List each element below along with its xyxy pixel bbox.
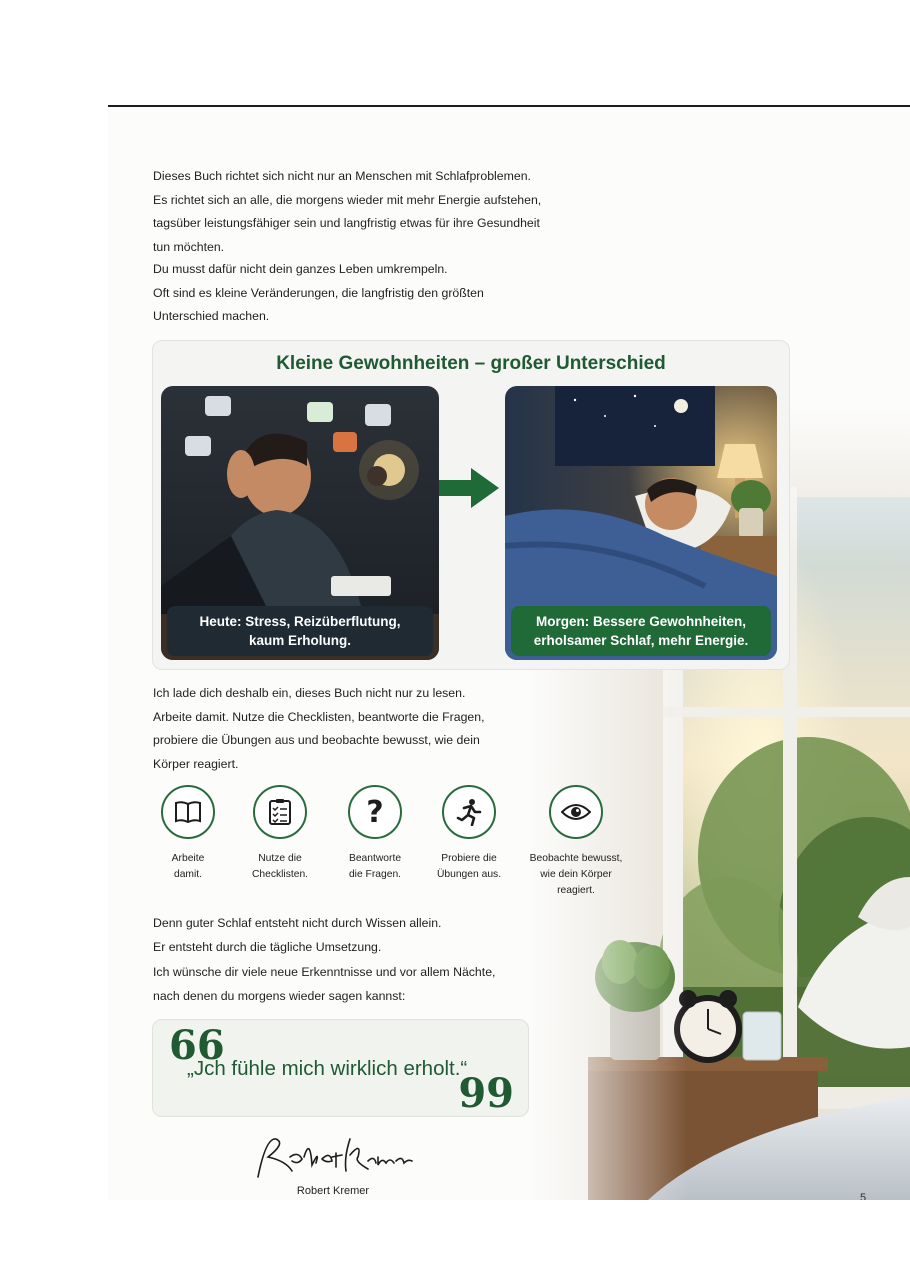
action-exercises: Probiere die Übungen aus. [419,785,519,883]
question-icon: ? [348,785,402,839]
action-read: Arbeite damit. [138,785,238,883]
checklist-icon [253,785,307,839]
action-questions: ? Beantworte die Fragen. [325,785,425,883]
book-page [108,107,910,1200]
quote-close-mark: 99 [458,1070,514,1117]
left-caption: Heute: Stress, Reizüberflutung, kaum Erholung. [167,606,433,656]
intro-paragraph-1: Dieses Buch richtet sich nicht nur an Menschen mit Schlafproblemen. Es richtet sich an alle, die morgens wieder mit mehr Energie aufstehen, tagsüber leistungsfähiger sein und langfristig etwas für ihre Gesundheit tun möchten. [153,169,542,254]
stress-illustration [161,386,439,660]
quote-text: „Jch fühle mich wirklich erholt.“ [187,1057,468,1080]
page-number: 5 [860,1192,867,1200]
closing-paragraph-1: Denn guter Schlaf entsteht nicht durch Wissen allein. Er entsteht durch die tägliche Umsetzung. [153,916,442,954]
action-observe: Beobachte bewusst, wie dein Körper reagiert. [521,785,631,899]
arrow-right-icon [439,468,499,508]
book-icon [161,785,215,839]
running-icon [442,785,496,839]
author-name: Robert Kremer [296,1185,370,1197]
comparison-title: Kleine Gewohnheiten – großer Unterschied [276,353,666,374]
signature [246,1127,416,1187]
sleep-illustration [505,386,777,660]
right-caption: Morgen: Bessere Gewohnheiten, erholsamer Schlaf, mehr Energie. [511,606,771,656]
closing-paragraph-2: Ich wünsche dir viele neue Erkenntnisse und vor allem Nächte, nach denen du morgens wieder sagen kannst: [153,965,496,1003]
invite-paragraph: Ich lade dich deshalb ein, dieses Buch nicht nur zu lesen. Arbeite damit. Nutze die Checklisten, beantworte die Fragen, probiere die Übungen aus und beobachte bewusst, wie dein Körper reagiert. [153,686,485,771]
action-checklists: Nutze die Checklisten. [230,785,330,883]
comparison-card [152,340,790,670]
intro-paragraph-2: Du musst dafür nicht dein ganzes Leben umkrempeln. Oft sind es kleine Veränderungen, die langfristig den größten Unterschied machen. [153,262,484,323]
eye-icon [549,785,603,839]
quote-open-mark: 66 [169,1022,225,1069]
quote-box [152,1019,529,1117]
action-icons-row [148,785,628,905]
